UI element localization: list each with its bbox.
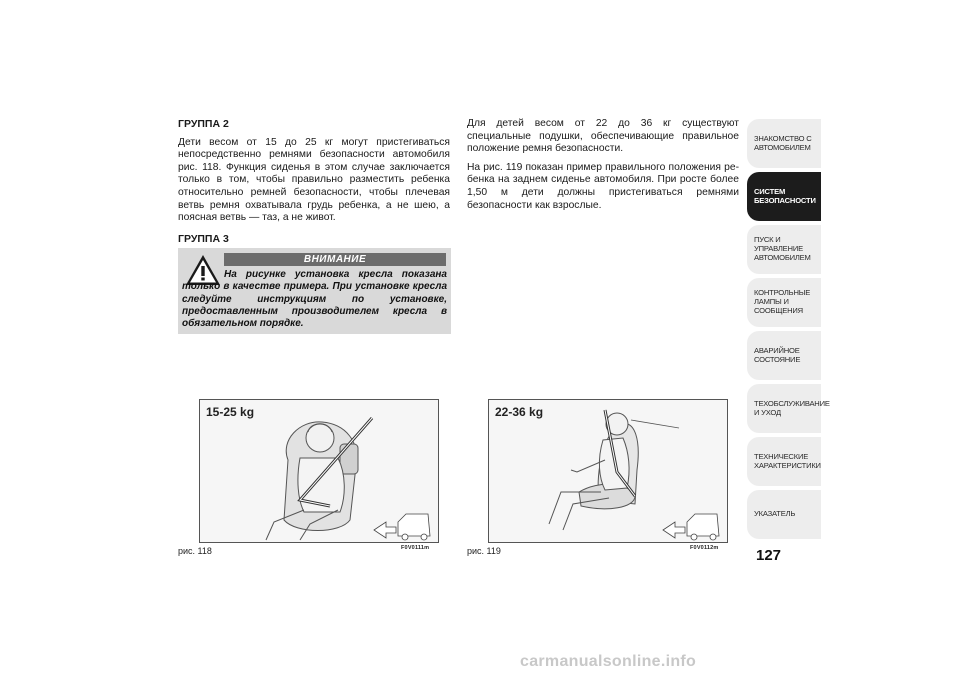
left-column (178, 118, 450, 251)
chapter-tab-safety[interactable] (747, 172, 821, 221)
chapter-tab-label: ТЕХОБСЛУЖИВАНИЕ И УХОД (754, 398, 830, 417)
figure-code: F0V0112m (690, 545, 719, 551)
figure-weight-label: 22-36 kg (495, 405, 544, 419)
child-seat-illustration (200, 400, 438, 542)
warning-box (178, 248, 451, 334)
group2-text: Дети весом от 15 до 25 кг могут пристегиваться непосредственно ремнями безопасности автомобиля рис. 118. Функция сиденья в этом случае заключается только в том, чтобы правильно разместить ребенка относительно ремней безопасности, чтобы плечевая ветвь ремня охватывала грудь ребенка, а не шею, а поясная ветвь — таз, а не живот. (178, 136, 450, 224)
chapter-tab-warning-lights[interactable] (747, 278, 821, 327)
group3-heading: ГРУППА 3 (178, 232, 229, 245)
watermark: carmanualsonline.info (520, 653, 697, 670)
chapter-tab-label: АВАРИЙНОЕ СОСТОЯНИЕ (754, 345, 801, 364)
chapter-tab-label: КОНТРОЛЬНЫЕ ЛАМПЫ И СООБЩЕНИЯ (754, 288, 811, 315)
figure-weight-label: 15-25 kg (206, 405, 255, 419)
chapter-tab-maintenance[interactable] (747, 384, 830, 433)
vehicle-direction-icon (663, 514, 719, 540)
chapter-tab-label: УКАЗАТЕЛЬ (754, 509, 796, 519)
page-number: 127 (756, 547, 782, 564)
warning-text: На рисунке установка кресла показана только в качестве примера. При установке кресла следуйте инструкциям по установке, предоставленным производителем кресла в обязательном порядке. (182, 269, 447, 330)
chapter-tab-vehicle-intro[interactable] (747, 119, 821, 168)
warning-title: ВНИМАНИЕ (224, 253, 446, 266)
chapter-tabs (747, 119, 830, 543)
figure-caption: рис. 119 (467, 546, 501, 556)
right-column (467, 118, 739, 218)
chapter-tab-index[interactable] (747, 490, 821, 539)
booster-cushion-illustration (489, 400, 727, 542)
chapter-tab-label: ТЕХНИЧЕСКИЕ ХАРАКТЕРИСТИКИ (754, 451, 821, 470)
rear-seat-paragraph: На рис. 119 показан пример правильного положения ребенка на заднем сиденье автомобиля. При росте более 1,50 м дети должны пристегиваться ремнями безопасности как взрослые. (467, 161, 739, 211)
booster-paragraph: Для детей весом от 22 до 36 кг существуют специальные подушки, обеспечивающие правильное положение ремня безопасности. (467, 118, 739, 155)
vehicle-direction-icon (374, 514, 430, 540)
chapter-tab-label: ПУСК И УПРАВЛЕНИЕ АВТОМОБИЛЕМ (754, 235, 811, 262)
figure-caption: рис. 118 (178, 546, 212, 556)
figure-119 (488, 399, 728, 543)
figure-118 (199, 399, 439, 543)
chapter-tab-label: СИСТЕМ БЕЗОПАСНОСТИ (754, 186, 816, 205)
chapter-tab-emergency[interactable] (747, 331, 821, 380)
chapter-tab-specs[interactable] (747, 437, 821, 486)
figure-code: F0V0111m (401, 545, 430, 551)
chapter-tab-label: ЗНАКОМСТВО С АВТОМОБИЛЕМ (754, 133, 812, 152)
chapter-tab-start-driving[interactable] (747, 225, 821, 274)
group2-heading: ГРУППА 2 (178, 118, 229, 130)
